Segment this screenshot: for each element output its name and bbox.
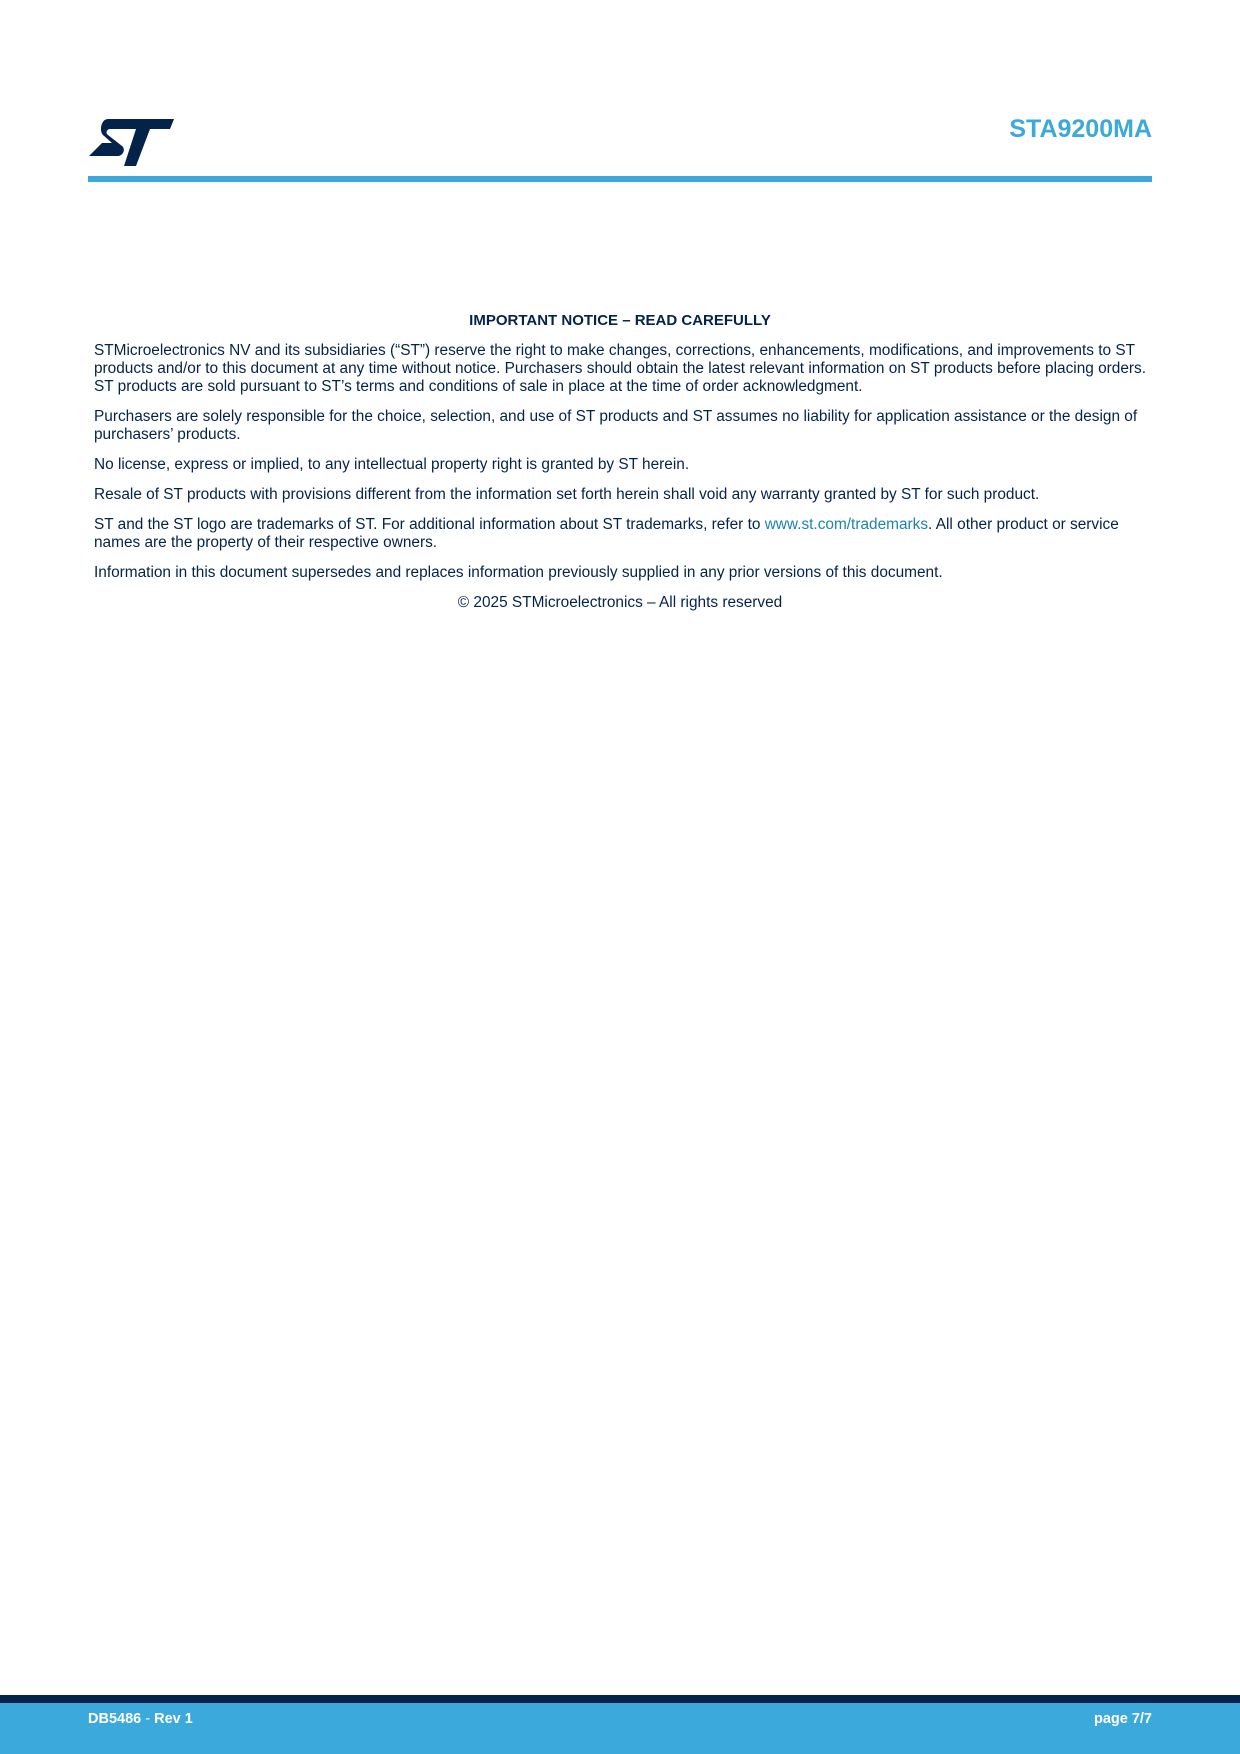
notice-paragraph-resale: Resale of ST products with provisions different from the information set forth herein shall void any warranty granted by ST for such product. [94, 486, 1040, 503]
trademarks-text-before: ST and the ST logo are trademarks of ST. For additional information about ST trademarks, refer to [94, 516, 765, 533]
trademarks-link[interactable]: www.st.com/trademarks [764, 516, 929, 533]
notice-paragraph-changes: STMicroelectronics NV and its subsidiaries (“ST”) reserve the right to make changes, corrections, enhancements, modifications, and improvements to ST products and/or to this document at any time without notice. Purchasers should obtain the latest relevant information on ST products before placing orders. ST products are sold pursuant to ST’s terms and conditions of sale in place at the time of order acknowledgment. [94, 342, 1146, 395]
footer-dark-band [0, 1695, 1240, 1703]
notice-paragraph-responsibility: Purchasers are solely responsible for the choice, selection, and use of ST products and ST assumes no liability for application assistance or the design of purchasers’ products. [94, 408, 1138, 443]
copyright-line: © 2025 STMicroelectronics – All rights reserved [457, 594, 783, 611]
page-footer [0, 1703, 1240, 1754]
document-product-name: STA9200MA [1009, 115, 1152, 143]
notice-paragraph-license: No license, express or implied, to any intellectual property right is granted by ST herein. [94, 456, 690, 473]
footer-revision: Rev 1 [154, 1711, 193, 1727]
footer-page-number: page 7/7 [1093, 1711, 1152, 1727]
st-logo-icon [88, 119, 174, 166]
footer-document-id [88, 1710, 193, 1728]
footer-doc-id: DB5486 [88, 1711, 142, 1727]
footer-separator: - [141, 1711, 155, 1727]
header-divider [88, 176, 1152, 182]
important-notice [94, 308, 1146, 624]
notice-title: IMPORTANT NOTICE – READ CAREFULLY [469, 312, 771, 329]
notice-paragraph-supersedes: Information in this document supersedes and replaces information previously supplied in any prior versions of this document. [94, 564, 943, 581]
notice-paragraph-trademarks [94, 516, 1146, 552]
trademarks-text-after: . All other product or service names are the property of their respective owners. [94, 516, 1119, 551]
